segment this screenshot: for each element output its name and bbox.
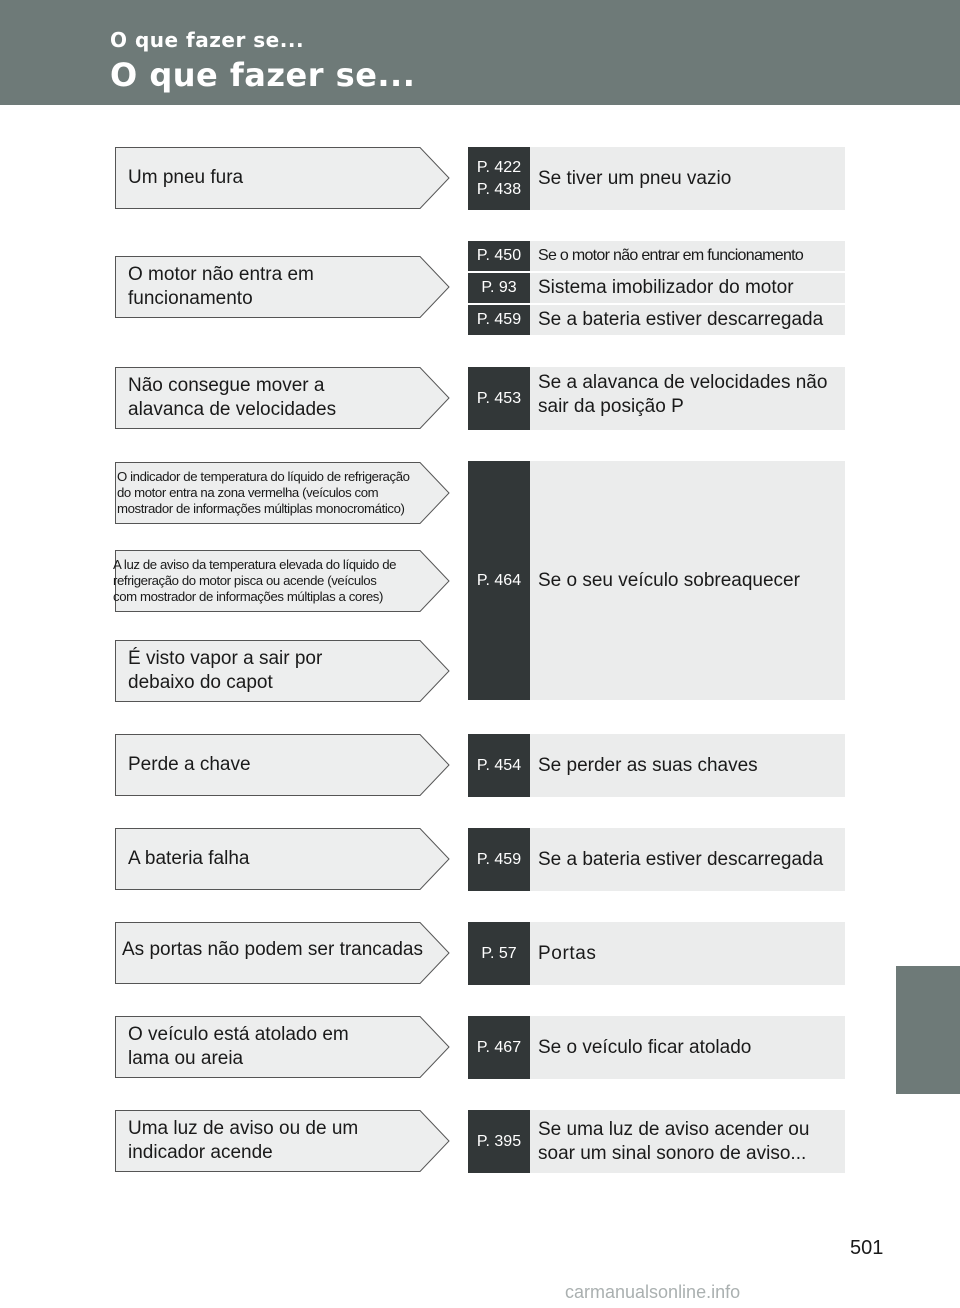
reference-row[interactable] [468,734,845,797]
reference-title: Portas [538,942,597,964]
problem-label: As portas não podem ser trancadas [122,939,424,960]
page-reference[interactable]: P. 459 [468,828,530,891]
reference-title: Se o veículo ficar atolado [538,1036,752,1058]
problem-label: É visto vapor a sair por debaixo do capot [128,648,323,693]
watermark: carmanualsonline.info [565,1282,741,1302]
problem-label: Um pneu fura [128,167,244,188]
reference-title: Se a bateria estiver descarregada [538,309,824,330]
problem-doors-wont-lock [115,922,450,984]
reference-title: Se tiver um pneu vazio [538,167,732,189]
reference-row[interactable] [468,367,845,430]
chapter-side-tab [896,966,960,1094]
page-reference[interactable]: P. 450 [468,241,530,271]
reference-row[interactable] [468,828,845,891]
problem-label: Não consegue mover a alavanca de velocidades [128,375,337,420]
section-title: O que fazer se... [110,28,305,52]
reference-title: Se a alavanca de velocidades não sair da posição P [538,372,828,417]
page-reference[interactable]: P. 454 [468,734,530,797]
problem-label: Perde a chave [128,754,251,775]
page-reference[interactable]: P. 453 [468,367,530,430]
problem-label: O motor não entra em funcionamento [128,264,314,309]
problem-label: O veículo está atolado em lama ou areia [128,1024,349,1069]
problem-vehicle-stuck [115,1016,450,1078]
chapter-header [0,0,960,105]
reference-title: Se o motor não entrar em funcionamento [538,247,804,264]
reference-title: Sistema imobilizador do motor [538,277,794,298]
reference-title: Se a bateria estiver descarregada [538,848,824,870]
page-reference[interactable]: P. 459 [468,305,530,335]
page-reference[interactable]: P. 93 [468,273,530,303]
problem-label: A bateria falha [128,848,250,869]
page-title: O que fazer se... [110,56,416,94]
reference-title: Se perder as suas chaves [538,754,758,776]
page-reference[interactable]: P. 467 [468,1016,530,1079]
problem-steam-from-hood [115,640,450,702]
page-number: 501 [850,1237,884,1259]
problem-flat-tire [115,147,450,209]
page-reference[interactable]: P. 57 [468,922,530,985]
reference-title: Se uma luz de aviso acender ou soar um sinal sonoro de aviso... [538,1118,810,1164]
reference-row[interactable] [468,922,845,985]
problem-label: A luz de aviso da temperatura elevada do líquido de refrigeração do motor pisca ou acende (veículos com mostrador de informações múltiplas a cores) [113,557,397,604]
problem-label: Uma luz de aviso ou de um indicador acende [128,1118,359,1163]
reference-row[interactable] [468,273,845,303]
problem-coolant-warning-light [115,550,450,612]
page-reference[interactable]: P. 422 P. 438 [468,147,530,210]
problem-lost-key [115,734,450,796]
reference-row[interactable] [468,241,845,271]
problem-shift-lever [115,367,450,429]
page-reference[interactable]: P. 464 [468,461,530,700]
reference-row[interactable] [468,305,845,335]
page-reference[interactable]: P. 395 [468,1110,530,1173]
reference-title: Se o seu veículo sobreaquecer [538,569,800,591]
problem-warning-light-on [115,1110,450,1172]
reference-row[interactable] [468,1110,845,1173]
problem-coolant-temp-gauge [115,462,450,524]
reference-row[interactable] [468,461,845,700]
problem-label: O indicador de temperatura do líquido de refrigeração do motor entra na zona vermelha (veículos com mostrador de informações múltiplas monocromático) [117,469,410,516]
problem-battery-fails [115,828,450,890]
reference-row[interactable] [468,1016,845,1079]
problem-engine-wont-start [115,256,450,318]
reference-row[interactable] [468,147,845,210]
